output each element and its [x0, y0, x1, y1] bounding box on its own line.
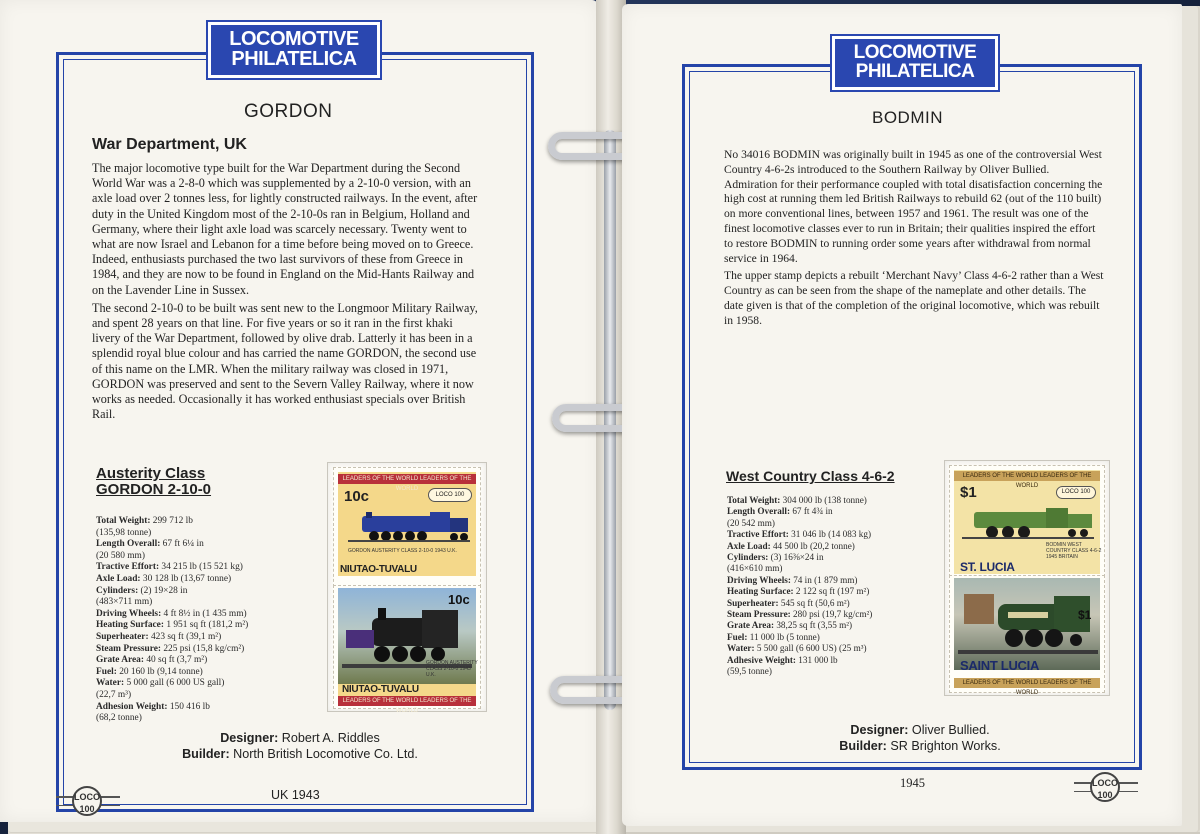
- spec-value: 40 sq ft (3,7 m²): [143, 655, 208, 666]
- spec-row: [96, 528, 306, 540]
- stamp-upper: [949, 465, 1105, 577]
- logo-line-1: LOCOMOTIVE: [229, 28, 359, 50]
- page-title: GORDON: [244, 101, 333, 122]
- emblem-center: LOCO 100: [1090, 772, 1120, 802]
- spec-row: [727, 586, 927, 597]
- locomotive-illustration: [344, 508, 472, 544]
- spec-value: 4 ft 8½ in (1 435 mm): [161, 608, 247, 619]
- stamp-value: 10c: [448, 592, 470, 607]
- spec-value: (483×711 mm): [96, 597, 153, 608]
- paragraph: The upper stamp depicts a rebuilt ‘Merchant Navy’ Class 4-6-2 rather than a West Country as can be seen from the shape of the nameplate and other details. The date given is that of the completion of the original locomotive, which was rebuilt in 1958.: [724, 269, 1104, 327]
- loco-100-emblem-icon: [56, 786, 118, 816]
- designer-name: Oliver Bullied.: [908, 723, 990, 737]
- stamp-band: LEADERS OF THE WORLD LEADERS OF THE WORLD: [954, 678, 1100, 688]
- spec-row: [727, 632, 927, 643]
- spec-row: [96, 597, 306, 609]
- spec-row: [727, 552, 927, 563]
- spec-key: Fuel:: [727, 631, 748, 642]
- credits: [790, 722, 1050, 754]
- paragraph: No 34016 BODMIN was originally built in 1945 as one of the controversial West Country 4-6-2s introduced to the Southern Railway by Oliver Bullied. Admiration for their performance coupled with total disatisfaction concerning the high cost at running them led British Railways to rebuild 62 (out of the 110 built) on more conventional lines, between 1957 and 1961. The result was one of the finest locomotive classes ever to run in Britain; their qualities inspired the effort to restore BODMIN to running order some years after withdrawal from normal service in 1964.: [724, 148, 1103, 265]
- spec-key: Driving Wheels:: [96, 608, 162, 619]
- spec-row: [727, 643, 927, 654]
- loco-100-badge: LOCO 100: [428, 488, 472, 502]
- emblem-center: LOCO 100: [72, 786, 102, 816]
- locomotive-philatelica-logo: [832, 36, 998, 90]
- spec-key: Heating Surface:: [727, 586, 794, 597]
- spec-value: 74 in (1 879 mm): [790, 574, 858, 585]
- spec-value: (68,2 tonne): [96, 713, 142, 724]
- stamp-value: 10c: [344, 488, 370, 505]
- spec-key: Superheater:: [96, 631, 149, 642]
- spec-row: [96, 655, 306, 667]
- spec-value: 67 ft 6¼ in: [160, 539, 204, 550]
- specification-list: [96, 516, 306, 725]
- designer-label: Designer:: [220, 731, 279, 745]
- stamp-country: ST. LUCIA: [960, 560, 1015, 574]
- stamp-mount: [944, 460, 1110, 696]
- stamp-country: NIUTAO-TUVALU: [340, 564, 417, 575]
- stamp-country: SAINT LUCIA: [960, 658, 1040, 673]
- spec-row: [96, 516, 306, 528]
- description-text: [724, 148, 1104, 332]
- spec-value: 38,25 sq ft (3,55 m²): [774, 620, 853, 631]
- builder-name: North British Locomotive Co. Ltd.: [229, 747, 418, 761]
- spec-value: 423 sq ft (39,1 m²): [148, 631, 222, 642]
- spec-key: Axle Load:: [96, 573, 141, 584]
- spec-row: [96, 690, 306, 702]
- spec-row: [96, 667, 306, 679]
- spec-key: Water:: [727, 643, 755, 654]
- locomotive-illustration: [960, 506, 1096, 540]
- loco-100-badge: LOCO 100: [1056, 486, 1096, 499]
- credits: [150, 730, 450, 762]
- spec-key: Tractive Effort:: [727, 529, 789, 540]
- spec-key: Driving Wheels:: [727, 574, 791, 585]
- spec-row: [96, 644, 306, 656]
- builder-line: [150, 746, 450, 762]
- spec-row: [727, 529, 927, 540]
- spec-key: Total Weight:: [727, 495, 781, 505]
- spec-row: [727, 655, 927, 666]
- page-subheading: War Department, UK: [92, 136, 247, 153]
- spec-row: [727, 666, 927, 677]
- spec-row: [727, 541, 927, 552]
- stamp-upper: [333, 467, 481, 587]
- spec-value: 545 sq ft (50,6 m²): [778, 597, 850, 608]
- spec-key: Grate Area:: [96, 655, 144, 666]
- locomotive-philatelica-logo: [208, 22, 380, 78]
- spec-row: [727, 609, 927, 620]
- spec-value: 304 000 lb (138 tonne): [780, 495, 867, 505]
- stamp-band: LEADERS OF THE WORLD LEADERS OF THE WORLD: [338, 696, 476, 706]
- builder-line: [790, 738, 1050, 754]
- spec-value: 5 500 gall (6 600 US) (25 m³): [754, 643, 867, 654]
- builder-label: Builder:: [839, 739, 887, 753]
- spec-row: [727, 598, 927, 609]
- stamp-band: LEADERS OF THE WORLD LEADERS OF THE WORLD: [954, 471, 1100, 481]
- stamp-band: LEADERS OF THE WORLD LEADERS OF THE WORLD: [338, 474, 476, 484]
- specification-list: [727, 495, 927, 678]
- spec-value: (2) 19×28 in: [138, 585, 188, 596]
- spec-value: (20 580 mm): [96, 550, 145, 561]
- spec-key: Total Weight:: [96, 516, 151, 526]
- loco-100-emblem-icon: [1074, 772, 1136, 802]
- spec-row: [96, 562, 306, 574]
- spec-value: 31 046 lb (14 083 kg): [788, 529, 871, 540]
- locomotive-illustration: [958, 586, 1098, 662]
- designer-line: [790, 722, 1050, 738]
- stamp-value: $1: [960, 484, 977, 501]
- class-heading-line-1: Austerity Class: [96, 465, 206, 482]
- spec-key: Fuel:: [96, 666, 117, 677]
- stamp-lower: [949, 575, 1105, 696]
- logo-line-1: LOCOMOTIVE: [853, 42, 977, 63]
- spec-key: Superheater:: [727, 597, 779, 608]
- spec-row: [96, 574, 306, 586]
- spec-row: [727, 575, 927, 586]
- spec-row: [727, 495, 927, 506]
- spec-value: 2 122 sq ft (197 m²): [793, 586, 870, 597]
- spec-value: 5 000 gall (6 000 US gall): [124, 678, 225, 689]
- description-text: [92, 161, 484, 425]
- builder-name: SR Brighton Works.: [886, 739, 1001, 753]
- spec-row: [727, 563, 927, 574]
- spec-value: 20 160 lb (9,14 tonne): [116, 666, 203, 677]
- page-title: BODMIN: [872, 108, 943, 127]
- stamp-country: NIUTAO-TUVALU: [342, 684, 419, 695]
- spec-value: (22,7 m³): [96, 689, 132, 700]
- spec-value: 30 128 lb (13,67 tonne): [140, 573, 232, 584]
- logo-line-2: PHILATELICA: [231, 48, 357, 71]
- spec-value: 34 215 lb (15 521 kg): [159, 562, 243, 573]
- spec-key: Length Overall:: [96, 539, 161, 550]
- spec-value: (416×610 mm): [727, 563, 783, 574]
- page-footer: UK 1943: [271, 788, 320, 802]
- designer-line: [150, 730, 450, 746]
- spec-row: [96, 678, 306, 690]
- stamp-value: $1: [1078, 608, 1092, 622]
- spec-value: (20 542 mm): [727, 517, 775, 528]
- designer-name: Robert A. Riddles: [278, 731, 380, 745]
- spec-row: [96, 539, 306, 551]
- spec-value: 1 951 sq ft (181,2 m²): [163, 620, 249, 631]
- spec-row: [96, 713, 306, 725]
- spec-key: Water:: [96, 678, 125, 689]
- spec-value: 150 416 lb: [167, 701, 210, 712]
- page-footer: 1945: [900, 776, 925, 790]
- spec-row: [727, 620, 927, 631]
- spec-key: Tractive Effort:: [96, 562, 160, 573]
- stamp-caption: GORDON AUSTERITY CLASS 2-10-0 1943 U.K.: [348, 548, 457, 554]
- spec-key: Cylinders:: [727, 552, 769, 563]
- designer-label: Designer:: [850, 723, 909, 737]
- spec-value: 299 712 lb: [150, 516, 193, 526]
- spec-key: Cylinders:: [96, 585, 139, 596]
- spec-value: (3) 16⅜×24 in: [768, 552, 824, 563]
- spec-row: [96, 702, 306, 714]
- paragraph: The major locomotive type built for the War Department during the Second World War was a 2-8-0 which was supplemented by a 2-10-0 version, with an axle load over 2 tonnes less, for lightly constructed railways. In the event, after duty in the United Kingdom most of the 2-10-0s ran in Belgium, Holland and Germany, where their light axle load was scarcely necessary. Twenty went to what are now Israel and Lebanon for a time before being moved on to Greece. Indeed, enthusiasts purchased the two last survivors of these from Greece in 1984, and they are now to be found in England on the Mid-Hants Railway and on the Lavender Line in Sussex.: [92, 161, 478, 297]
- spec-key: Heating Surface:: [96, 620, 164, 631]
- spec-row: [96, 586, 306, 598]
- spec-value: 44 500 lb (20,2 tonne): [770, 540, 855, 551]
- spec-row: [96, 632, 306, 644]
- spec-row: [96, 551, 306, 563]
- spec-key: Length Overall:: [727, 506, 791, 517]
- spec-row: [96, 620, 306, 632]
- spec-row: [727, 506, 927, 517]
- spec-row: [727, 518, 927, 529]
- spec-value: (59,5 tonne): [727, 666, 772, 677]
- spec-key: Adhesion Weight:: [96, 701, 168, 712]
- builder-label: Builder:: [182, 747, 230, 761]
- paragraph: The second 2-10-0 to be built was sent new to the Longmoor Military Railway, and spent 28 years on that line. For five years or so it ran in the first khaki livery of the War Department, followed by olive drab. Latterly it has been in a splendid royal blue colour and has carried the name GORDON, the second use of this name on the LMR. When the military railway was closed in 1971, GORDON was preserved and sent to the Severn Valley Railway, where it now works as needed. Occasionally it has worked enthusiast specials over British Rail.: [92, 300, 478, 422]
- stamp-mount: [327, 462, 487, 712]
- spec-value: (135,98 tonne): [96, 527, 152, 538]
- spec-key: Steam Pressure:: [96, 643, 162, 654]
- logo-line-2: PHILATELICA: [855, 61, 975, 83]
- stamp-caption: GORDON AUSTERITY CLASS 2-10-0 1943 U.K.: [426, 660, 478, 678]
- stamp-caption: BODMIN WEST COUNTRY CLASS 4-6-2 1945 BRITAIN: [1046, 542, 1102, 560]
- class-heading: West Country Class 4-6-2: [726, 468, 895, 484]
- spec-key: Steam Pressure:: [727, 609, 791, 620]
- spec-row: [96, 609, 306, 621]
- spec-value: 11 000 lb (5 tonne): [747, 631, 820, 642]
- spec-value: 280 psi (19,7 kg/cm²): [790, 609, 873, 620]
- spec-key: Adhesive Weight:: [727, 654, 796, 665]
- stamp-lower: [333, 585, 481, 714]
- class-heading-line-2: GORDON 2-10-0: [96, 481, 212, 498]
- spec-key: Grate Area:: [727, 620, 775, 631]
- spec-key: Axle Load:: [727, 540, 771, 551]
- spec-value: 131 000 lb: [796, 654, 838, 665]
- spec-value: 225 psi (15,8 kg/cm²): [161, 643, 245, 654]
- class-heading: [96, 466, 211, 498]
- spec-value: 67 ft 4¾ in: [790, 506, 833, 517]
